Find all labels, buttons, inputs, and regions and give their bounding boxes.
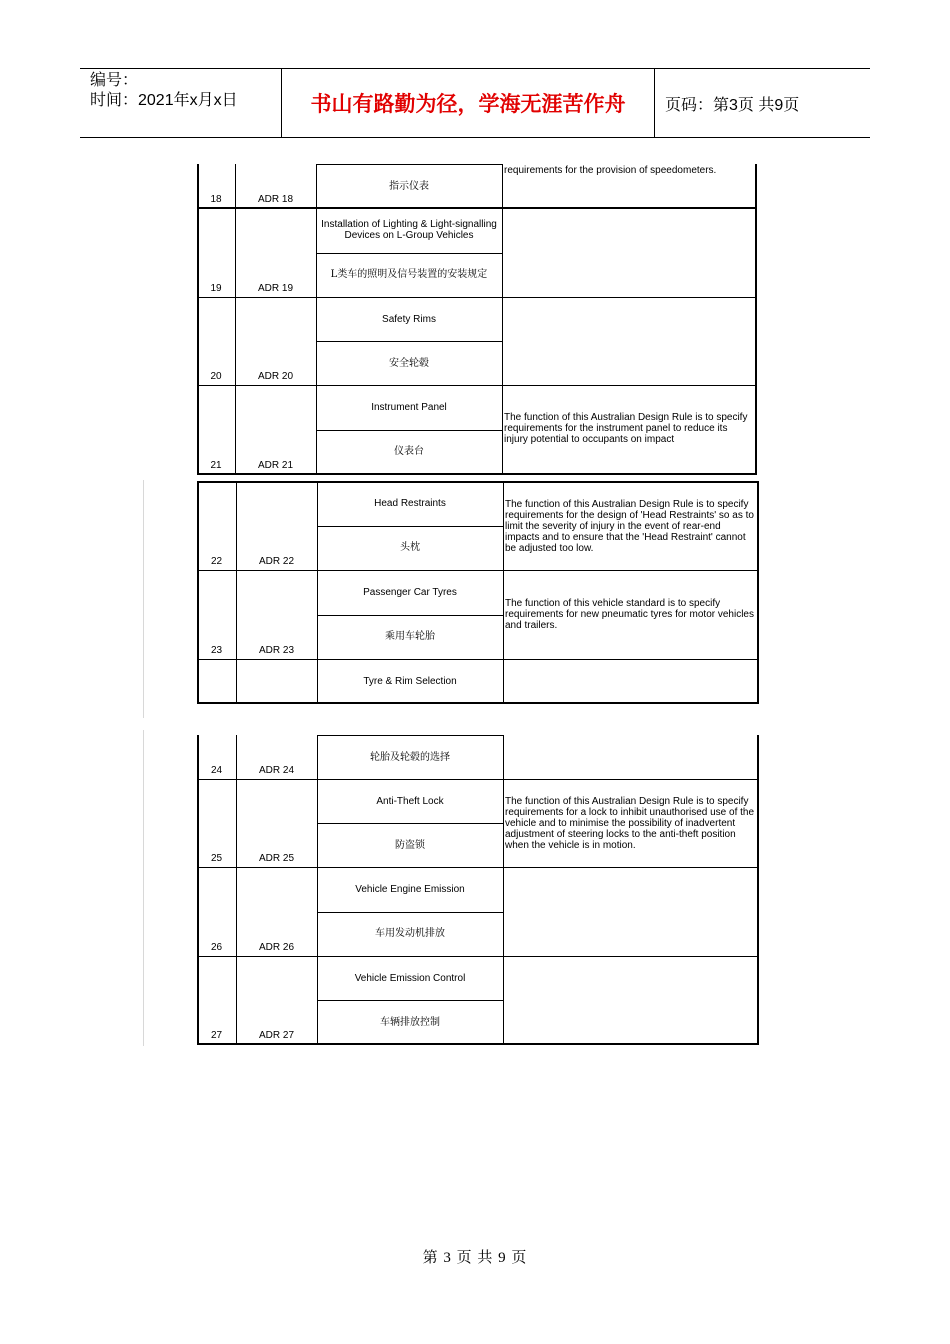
adr-code: ADR 27 — [258, 1030, 294, 1041]
row-number: 26 — [210, 942, 223, 953]
row-number: 25 — [210, 853, 223, 864]
adr-code: ADR 18 — [257, 194, 293, 205]
adr-code: ADR 21 — [257, 460, 293, 471]
document-code-label: 编号： — [90, 72, 139, 89]
title-english: Passenger Car Tyres — [363, 586, 457, 598]
adr-code: ADR 20 — [257, 371, 293, 382]
faint-margin-line — [143, 730, 144, 1046]
title-chinese: 轮胎及轮毂的选择 — [370, 751, 450, 763]
table-border — [197, 164, 199, 474]
adr-code: ADR 26 — [258, 942, 294, 953]
title-chinese: 安全轮毂 — [389, 357, 429, 369]
row-number: 18 — [210, 194, 222, 205]
title-chinese: 防盗锁 — [395, 839, 425, 851]
row-number: 23 — [210, 645, 223, 656]
row-number: 27 — [210, 1030, 223, 1041]
header-meta — [90, 71, 238, 111]
row-number: 21 — [210, 460, 222, 471]
faint-margin-line — [143, 480, 144, 718]
row-number: 24 — [210, 765, 223, 776]
title-english: Vehicle Engine Emission — [355, 883, 465, 895]
table-border — [197, 481, 199, 703]
table-gridline — [197, 702, 759, 704]
title-english: Vehicle Emission Control — [354, 972, 466, 984]
table-gridline — [236, 481, 237, 703]
title-english: Safety Rims — [382, 313, 436, 325]
header-divider — [654, 69, 655, 137]
table-gridline — [197, 473, 757, 475]
table-gridline — [236, 735, 237, 1044]
table-gridline — [197, 1043, 759, 1045]
title-chinese: 车用发动机排放 — [375, 928, 445, 940]
adr-code: ADR 19 — [257, 283, 293, 294]
adr-code: ADR 24 — [258, 765, 294, 776]
page-header — [80, 68, 870, 138]
table-gridline — [503, 735, 504, 1044]
title-english: Instrument Panel — [371, 401, 447, 413]
purpose-description: The function of this Australian Design Rule is to specify requirements for the instrument panel to reduce its injury potential to occupants on impact — [504, 412, 748, 445]
row-number: 22 — [210, 556, 223, 567]
purpose-description: The function of this Australian Design Rule is to specify requirements for the design of 'Head Restraints' so as to limit the severity of injury in the event of rear-end impacts and to ensure that the 'Head Restraint' cannot be adjusted too low. — [505, 499, 754, 554]
title-chinese: 指示仪表 — [389, 180, 429, 192]
purpose-description: The function of this vehicle standard is to specify requirements for new pneumatic tyres for motor vehicles and trailers. — [505, 598, 754, 631]
document-time-label: 时间：2021年x月x日 — [90, 92, 238, 109]
title-english: Installation of Lighting & Light-signalling Devices on L-Group Vehicles — [321, 219, 497, 242]
purpose-description: requirements for the provision of speedometers. — [504, 165, 717, 176]
title-chinese: 乘用车轮胎 — [385, 631, 435, 643]
adr-code: ADR 23 — [258, 645, 294, 656]
row-number: 19 — [210, 283, 222, 294]
title-chinese: 车辆排放控制 — [380, 1016, 440, 1028]
adr-code: ADR 25 — [258, 853, 294, 864]
table-border — [197, 735, 199, 1044]
table-border — [757, 735, 759, 1044]
header-motto: 书山有路勤为径，学海无涯苦作舟 — [310, 91, 626, 116]
table-border — [755, 164, 757, 474]
title-chinese: 头枕 — [400, 542, 420, 554]
title-chinese: 仪表台 — [394, 446, 424, 458]
purpose-description: The function of this Australian Design Rule is to specify requirements for a lock to inhibit unauthorised use of the vehicle and to minimise the possibility of inadvertent adjustment of steering locks to the anti-theft position when the vehicle is in motion. — [505, 796, 755, 851]
title-chinese: L类车的照明及信号装置的安装规定 — [330, 269, 488, 281]
title-english: Tyre & Rim Selection — [363, 675, 457, 687]
title-english: Head Restraints — [374, 497, 446, 509]
row-number: 20 — [210, 371, 222, 382]
table-gridline — [235, 164, 236, 474]
header-page-number: 页码：第3页 共9页 — [665, 96, 800, 114]
page-footer: 第 3 页 共 9 页 — [422, 1250, 528, 1266]
table-border — [757, 481, 759, 703]
adr-code: ADR 22 — [258, 556, 294, 567]
title-english: Anti-Theft Lock — [376, 795, 444, 807]
